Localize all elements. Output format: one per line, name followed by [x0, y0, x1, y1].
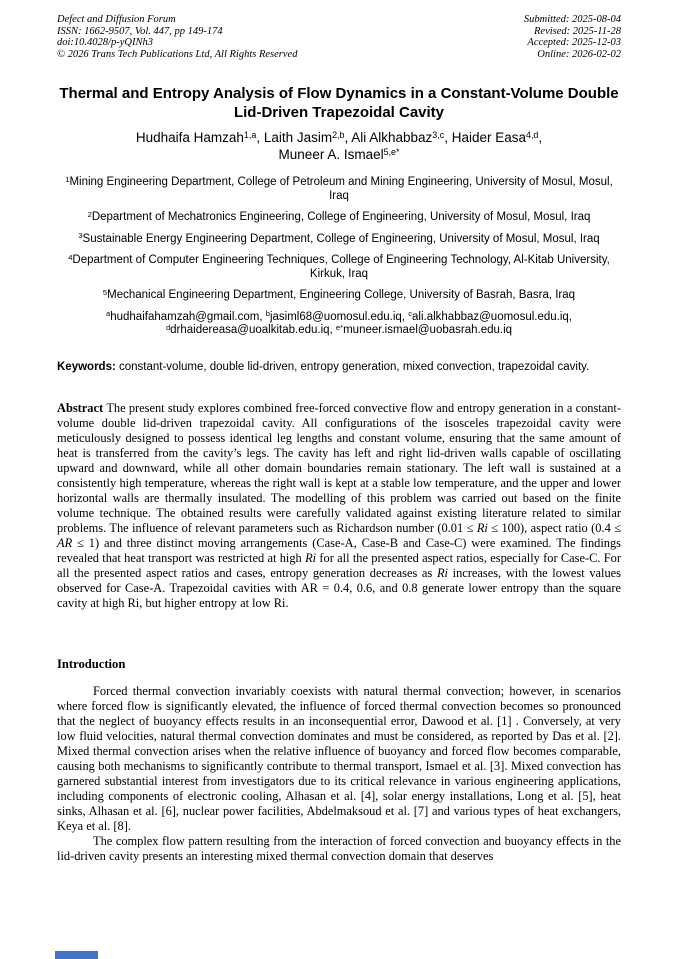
- journal-issn-volume: ISSN: 1662-9507, Vol. 447, pp 149-174: [57, 25, 223, 37]
- submitted-date: Submitted: 2025-08-04: [523, 14, 621, 25]
- keywords-line: Keywords: constant-volume, double lid-driven, entropy generation, mixed convection, trapezoidal cavity.: [57, 360, 590, 373]
- affiliation-3: $^3$Sustainable Energy Engineering Department, College of Engineering, University of Mosul, Mosul, Iraq: [78, 231, 600, 245]
- intro-paragraph-1: Forced thermal convection invariably coexists with natural thermal convection; however, in scenarios where forced flow is significantly elevated, the influence of forced thermal convection becomes so pronounced that the neglect of buoyancy effects results in an inconsequential error, Dawood et al. [1] . Conversely, at very low fluid velocities, natural thermal convection dominates and must be considered, as reported by Das et al. [2]. Mixed thermal convection arises when the relative influence of buoyancy and forced flow becomes comparable, causing both mechanisms to significantly contribute to thermal transport, Ismael et al. [3]. Mixed convection has garnered substantial interest from investigators due to its critical relevance in various engineering applications, including components of electronic cooling, Alhasan et al. [4], solar energy installations, Long et al. [5], heat sinks, Alhasan et al. [6], nuclear power facilities, Abdelmaksoud et al. [7] and various types of heat exchangers, Keya et al. [8].: [57, 683, 621, 833]
- section-heading-introduction: Introduction: [57, 656, 126, 671]
- journal-header: [57, 0, 621, 60]
- affiliation-2: $^2$Department of Mechatronics Engineering, College of Engineering, University of Mosul, Mosul, Iraq: [87, 209, 591, 224]
- intro-paragraph-2: The complex flow pattern resulting from the interaction of forced convection and buoyancy effects in the lid-driven cavity presents an interesting mixed thermal convection domain that deserves: [57, 833, 621, 863]
- journal-info: [57, 14, 297, 60]
- paper-title: Thermal and Entropy Analysis of Flow Dynamics in a Constant-Volume Double Lid-Driven Trapezoidal Cavity: [59, 85, 619, 122]
- affiliations: [57, 176, 621, 303]
- bottom-blue-bar: [55, 951, 98, 959]
- affiliation-4: $^4$Department of Computer Engineering Techniques, College of Engineering Technology, Al-Kitab University, Kirkuk, Iraq: [68, 252, 610, 280]
- journal-doi: doi:10.4028/p-yQINh3: [57, 37, 153, 49]
- online-date: Online: 2026-02-02: [537, 48, 621, 60]
- submission-dates: [524, 14, 621, 60]
- affiliation-5: $^5$Mechanical Engineering Department, Engineering College, University of Basrah, Basra, Iraq: [102, 287, 576, 302]
- accepted-date: Accepted: 2025-12-03: [527, 37, 621, 49]
- authors-line-1: Hudhaifa Hamzah$^{1,a}$, Laith Jasim$^{2,b}$, Ali Alkhabbaz$^{3,c}$, Haider Easa$^{4,d}$,: [135, 130, 543, 146]
- journal-copyright: © 2026 Trans Tech Publications Ltd, All Rights Reserved: [57, 48, 298, 60]
- revised-date: Revised: 2025-11-28: [534, 25, 621, 37]
- abstract-paragraph: Abstract The present study explores combined free-forced convective flow and entropy generation in a constant-volume double lid-driven trapezoidal cavity. All configurations of the isosceles trapezoidal cavity were meticulously designed to possess identical leg lengths and constant volume, ensuring that the same amount of heat is transferred from the cavity’s legs. The cavity has left and right lid-driven walls capable of oscillating upward and downward, while all other domain boundaries remain stationary. The left wall is sustained at a consistently high temperature, whereas the right wall is kept at a stable low temperature, and the upper and lower horizontal walls are thermally insulated. The modelling of this problem was carried out based on the finite volume technique. The obtained results were carefully validated against existing literature related to similar problems. The influence of relevant parameters such as Richardson number (0.01 ≤ Ri ≤ 100), aspect ratio (0.4 ≤ AR ≤ 1) and three distinct moving arrangements (Case-A, Case-B and Case-C) were examined. The findings revealed that heat transport was restricted at high Ri for all the presented aspect ratios, especially for Case-C. For all the presented aspect ratios and cases, entropy generation decreases as Ri increases, with the lowest values observed for Case-A. Trapezoidal cavities with AR = 0.4, 0.6, and 0.8 generate lower entropy than the square cavity at high Ri, but higher entropy at low Ri.: [57, 400, 622, 610]
- affiliation-1: $^1$Mining Engineering Department, College of Petroleum and Mining Engineering, University of Mosul, Mosul, Iraq: [65, 174, 613, 202]
- journal-name: Defect and Diffusion Forum: [57, 14, 176, 25]
- author-emails: $^a$hudhaifahamzah@gmail.com, $^b$jasiml68@uomosul.edu.iq, $^c$ali.alkhabbaz@uomosul.edu.iq, $^d$drhaidereasa@uoalkitab.edu.iq, $^{e*}$muneer.ismael@uobasrah.edu.iq: [106, 309, 572, 337]
- authors-line-2: Muneer A. Ismael$^{5,e*}$: [278, 147, 400, 163]
